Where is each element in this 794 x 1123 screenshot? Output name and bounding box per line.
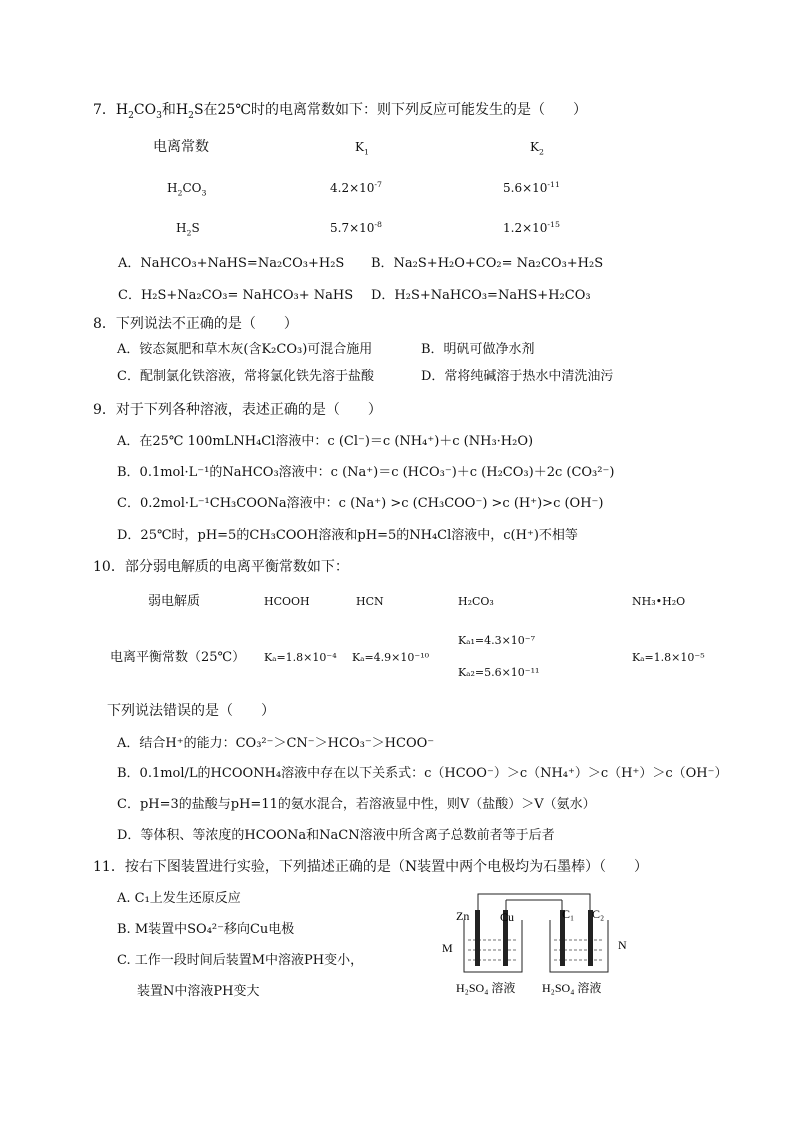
q9-option-b: B．0.1mol·L⁻¹的NaHCO₃溶液中：c (Na⁺)＝c (HCO₃⁻)＋c (H₂CO₃)＋2c (CO₃²⁻)	[117, 465, 615, 480]
q10-row-label: 电离平衡常数（25℃）	[110, 650, 246, 665]
q7-row-h2s-k1: $5.7\times 10^{-8}$	[330, 220, 383, 235]
q10-ka2-h2co3: Kₐ₂=5.6×10⁻¹¹	[458, 666, 540, 679]
q8-option-d: D．常将纯碱溶于热水中清洗油污	[421, 369, 614, 384]
zn-electrode	[475, 910, 480, 966]
q11-option-b: B. M装置中SO₄²⁻移向Cu电极	[117, 922, 295, 937]
label-solution-right: H₂SO₄ 溶液	[542, 981, 602, 995]
q10-sub-stem: 下列说法错误的是（ ）	[107, 703, 275, 719]
q10-header-h2co3: H₂CO₃	[458, 595, 494, 608]
label-cu: Cu	[500, 910, 515, 924]
q8-option-c: C．配制氯化铁溶液，常将氯化铁先溶于盐酸	[117, 369, 374, 384]
q7-table-header-k2: $K_2$	[530, 140, 544, 157]
q11-option-c-line1: C. 工作一段时间后装置M中溶液PH变小，	[117, 953, 364, 968]
q11-stem: 11．按右下图装置进行实验，下列描述正确的是（N装置中两个电极均为石墨棒）（ ）	[93, 859, 649, 875]
q7-row-h2co3-k2: $5.6\times 10^{-11}$	[503, 180, 560, 195]
q7-option-d: D．H₂S+NaHCO₃=NaHS+H₂CO₃	[371, 288, 591, 303]
label-c2: C₂	[592, 907, 605, 921]
q9-stem: 9．对于下列各种溶液，表述正确的是（ ）	[93, 402, 382, 418]
label-solution-left: H₂SO₄ 溶液	[456, 981, 516, 995]
q10-option-a: A．结合H⁺的能力：CO₃²⁻＞CN⁻＞HCO₃⁻＞HCOO⁻	[117, 736, 435, 751]
q8-option-a: A．铵态氮肥和草木灰(含K₂CO₃)可混合施用	[117, 342, 373, 357]
q9-option-c: C．0.2mol·L⁻¹CH₃COONa溶液中：c (Na⁺) >c (CH₃COO⁻) >c (H⁺)>c (OH⁻)	[117, 496, 604, 511]
q7-row-h2co3-k1: $4.2\times 10^{-7}$	[330, 180, 383, 195]
q7-stem: 7．$H_2CO_3$和$H_2S$在25℃时的电离常数如下：则下列反应可能发生的是（ ）	[93, 102, 588, 121]
q10-option-d: D．等体积、等浓度的HCOONa和NaCN溶液中所含离子总数前者等于后者	[117, 828, 555, 843]
electrochem-apparatus-diagram	[442, 892, 632, 1002]
q9-option-d: D．25℃时，pH=5的CH₃COOH溶液和pH=5的NH₄Cl溶液中，c(H⁺)不相等	[117, 528, 578, 543]
q10-ka-nh3h2o: Kₐ=1.8×10⁻⁵	[632, 651, 705, 664]
q7-table-header-k1: $K_1$	[355, 140, 369, 157]
q10-option-b: B．0.1mol/L的HCOONH₄溶液中存在以下关系式：c（HCOO⁻）＞c（NH₄⁺）＞c（H⁺）＞c（OH⁻）	[117, 766, 728, 781]
label-n: N	[618, 938, 627, 952]
q8-stem: 8．下列说法不正确的是（ ）	[93, 316, 298, 332]
q7-row-h2s-name: $H_2S$	[176, 221, 200, 238]
q7-table-header-0: 电离常数	[153, 139, 209, 155]
label-c1: C₁	[562, 907, 575, 921]
q10-stem: 10．部分弱电解质的电离平衡常数如下：	[93, 559, 349, 575]
q7-option-c: C．H₂S+Na₂CO₃= NaHCO₃+ NaHS	[118, 288, 354, 303]
label-zn: Zn	[456, 909, 470, 923]
q10-ka-hcooh: Kₐ=1.8×10⁻⁴	[264, 651, 337, 664]
q10-header-hcn: HCN	[356, 595, 384, 608]
beaker-m	[464, 920, 522, 972]
q10-option-c: C．pH=3的盐酸与pH=11的氨水混合，若溶液显中性，则V（盐酸）＞V（氨水）	[117, 797, 596, 812]
q11-option-c-line2: 装置N中溶液PH变大	[137, 984, 260, 999]
q8-option-b: B．明矾可做净水剂	[421, 342, 535, 357]
q11-option-a: A. C₁上发生还原反应	[117, 891, 241, 906]
q10-header-nh3h2o: NH₃•H₂O	[632, 595, 686, 608]
q7-option-b: B．Na₂S+H₂O+CO₂= Na₂CO₃+H₂S	[371, 256, 604, 271]
q7-row-h2s-k2: $1.2\times 10^{-15}$	[503, 220, 560, 235]
q7-row-h2co3-name: $H_2CO_3$	[167, 181, 207, 198]
q7-option-a: A．NaHCO₃+NaHS=Na₂CO₃+H₂S	[118, 256, 345, 271]
q10-header-electrolyte: 弱电解质	[148, 594, 201, 609]
q10-ka-hcn: Kₐ=4.9×10⁻¹⁰	[352, 651, 430, 664]
label-m: M	[442, 941, 453, 955]
q9-option-a: A．在25℃ 100mLNH₄Cl溶液中：c (Cl⁻)＝c (NH₄⁺)＋c (NH₃·H₂O)	[117, 434, 534, 449]
beaker-n	[550, 920, 608, 972]
q10-header-hcooh: HCOOH	[264, 595, 310, 608]
q10-ka1-h2co3: Kₐ₁=4.3×10⁻⁷	[458, 634, 536, 647]
